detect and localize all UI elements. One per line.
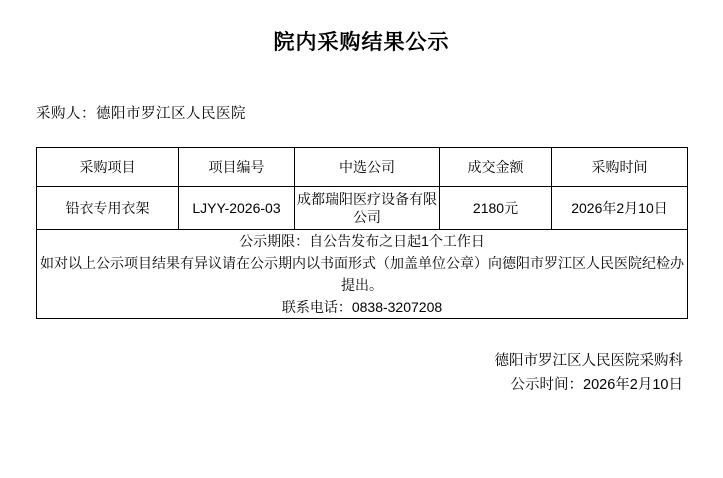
notes-line-objection: 如对以上公示项目结果有异议请在公示期内以书面形式（加盖单位公章）向德阳市罗江区人民医院纪检办提出。 xyxy=(40,255,684,293)
column-header-date: 采购时间 xyxy=(552,148,688,187)
notes-line-period: 公示期限：自公告发布之日起1个工作日 xyxy=(239,233,485,249)
notes-cell xyxy=(37,230,688,319)
table-row xyxy=(37,187,688,230)
footer-block xyxy=(0,349,683,397)
cell-item: 铅衣专用衣架 xyxy=(37,187,179,230)
result-table-wrapper xyxy=(36,147,687,319)
announcement-page xyxy=(0,26,723,478)
footer-publish-time: 公示时间：2026年2月10日 xyxy=(510,377,683,393)
notes-line-phone: 联系电话：0838-3207208 xyxy=(281,299,443,315)
footer-issuer: 德阳市罗江区人民医院采购科 xyxy=(494,353,683,369)
table-notes-row xyxy=(37,230,688,319)
procurement-result-table xyxy=(36,147,688,319)
cell-project-no: LJYY-2026-03 xyxy=(179,187,295,230)
column-header-amount: 成交金额 xyxy=(440,148,552,187)
column-header-item: 采购项目 xyxy=(37,148,179,187)
cell-company: 成都瑞阳医疗设备有限公司 xyxy=(295,187,440,230)
table-header-row xyxy=(37,148,688,187)
cell-date: 2026年2月10日 xyxy=(552,187,688,230)
cell-amount: 2180元 xyxy=(440,187,552,230)
purchaser-line: 采购人：德阳市罗江区人民医院 xyxy=(36,106,246,122)
page-title: 院内采购结果公示 xyxy=(273,29,450,54)
column-header-company: 中选公司 xyxy=(295,148,440,187)
column-header-project-no: 项目编号 xyxy=(179,148,295,187)
